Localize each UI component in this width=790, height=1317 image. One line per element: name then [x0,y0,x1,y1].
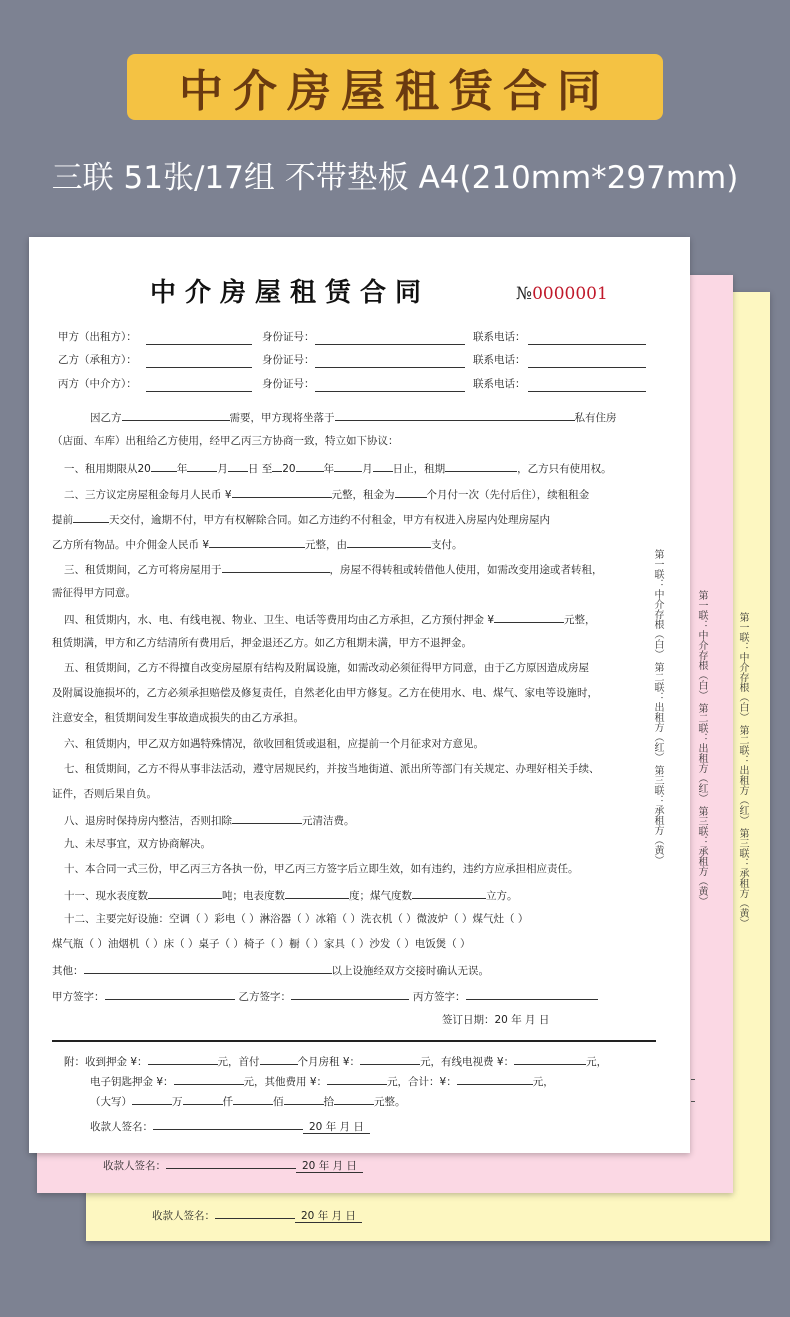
clause-7-line-2: 证件，否则后果自负。 [52,788,157,800]
r-l: 仟 [222,1096,233,1108]
c3-b: ，房屋不得转租或转借他人使用，如需改变用途或者转租， [329,564,603,576]
party-b-phone-label: 联系电话： [473,354,526,366]
r-p: 收款人签名： [90,1121,153,1133]
c2-months[interactable] [395,486,427,498]
c8-b: 元清洁费。 [302,815,355,827]
c2-rent[interactable] [232,486,332,498]
clause-1 [64,460,684,476]
c1-g: 月 [362,463,373,475]
c1-term[interactable] [445,460,517,472]
clause-12-line-2: 煤气瓶（ ）油烟机（ ）床（ ）桌子（ ）椅子（ ）橱（ ）家具（ ）沙发（ ）电饭煲（ ） [52,938,471,950]
c1-e: 20 [282,463,296,475]
party-b-id-field[interactable] [315,366,465,368]
c3-purpose[interactable] [222,561,330,573]
r-qian[interactable] [183,1093,223,1105]
c1-c: 月 [217,463,228,475]
r-m: 佰 [273,1096,284,1108]
yellow-date: 20 年 月 日 [295,1210,362,1223]
clause-5-line-3: 注意安全，租赁期间发生事故造成损失的由乙方承担。 [52,712,304,724]
intro-line-2: （店面、车库）出租给乙方使用，经甲乙丙三方协商一致，特立如下协议： [52,435,399,447]
c1-a: 一、租用期限从20 [64,463,151,475]
copy-label-white: 第一联：中介存根（白） 第二联：出租方（红） 第三联：承租方（黄） [652,549,663,866]
clause-2-line-1 [64,486,684,502]
c11-a: 十一、现水表度数 [64,890,148,902]
c2-payer[interactable] [347,536,431,548]
usage-blank[interactable] [122,409,230,421]
c1-gap [272,460,282,472]
c11-water[interactable] [148,887,222,899]
party-a-name-field[interactable] [146,343,252,345]
receipt-signature [90,1118,370,1134]
clause-2-line-2 [52,511,672,527]
pink-tick-2 [691,1101,695,1102]
r-deposit[interactable] [148,1053,218,1065]
c2-f: 乙方所有物品。中介佣金人民币 ¥ [52,539,210,551]
c2-commission[interactable] [209,536,305,548]
c2-days[interactable] [73,511,109,523]
party-a-phone-field[interactable] [528,343,646,345]
party-c-label: 丙方（中介方）： [58,378,137,390]
c1-h: 日止，租期 [392,463,446,475]
r-yuan[interactable] [334,1093,374,1105]
party-c-id-field[interactable] [315,390,465,392]
sign-c-label: 丙方签字： [413,991,466,1003]
c12-other[interactable] [84,962,332,974]
copy-label-yellow: 第一联：中介存根（白） 第二联：出租方（红） 第三联：承租方（黄） [737,612,748,929]
party-c-phone-label: 联系电话： [473,378,526,390]
address-blank[interactable] [335,409,575,421]
clause-10: 十、本合同一式三份，甲乙丙三方各执一份，甲乙丙三方签字后立即生效，如有违约，违约方应承担相应责任。 [64,863,579,875]
party-a-id-field[interactable] [315,343,465,345]
serial-value: 0000001 [532,284,608,304]
r-d: 元，有线电视费 ¥： [420,1056,515,1068]
c3-a: 三、租赁期间，乙方可将房屋用于 [64,564,222,576]
r-wan[interactable] [132,1093,172,1105]
c11-electric[interactable] [285,887,349,899]
clause-9: 九、未尽事宜，双方协商解决。 [64,838,211,850]
clause-5-line-1: 五、租赁期间，乙方不得擅自改变房屋原有结构及附属设施，如需改动必须征得甲方同意，由于乙方原因造成房屋 [64,662,589,674]
yellow-signature-blank [215,1207,295,1219]
clause-6: 六、租赁期内，甲乙双方如遇特殊情况，欲收回租赁或退租，应提前一个月征求对方意见。 [64,738,484,750]
r-o: 元整。 [374,1096,406,1108]
pink-tick-1 [691,1079,695,1080]
party-b-name-field[interactable] [146,366,252,368]
c1-year2[interactable] [296,460,324,472]
party-a-phone-label: 联系电话： [473,331,526,343]
clause-12-line-1: 十二、主要完好设施：空调（ ）彩电（ ）淋浴器（ ）冰箱（ ）洗衣机（ ）微波炉（ ）煤气灶（ ） [64,913,529,925]
c2-c: 个月付一次（先付后住），续租租金 [426,489,590,501]
party-c-name-field[interactable] [146,390,252,392]
serial-number [516,284,608,304]
r-j: （大写） [90,1096,132,1108]
clause-2-line-3 [52,536,672,552]
receipt-line-3 [90,1093,406,1109]
c2-a: 二、三方议定房屋租金每月人民币 ¥ [64,489,232,501]
c1-day1[interactable] [228,460,248,472]
pink-signature-blank [166,1157,296,1169]
c2-g: 元整，由 [305,539,348,551]
sign-a-label: 甲方签字： [52,991,105,1003]
serial-prefix: № [516,284,533,304]
clause-3-line-1 [64,561,684,577]
r-shi[interactable] [284,1093,324,1105]
c4-deposit[interactable] [494,611,564,623]
r-total[interactable] [457,1073,533,1085]
party-c-phone-field[interactable] [528,390,646,392]
intro-text-a: 因乙方 [90,412,122,424]
c1-b: 年 [176,463,188,475]
receipt-line-2 [90,1073,554,1089]
intro-text-c: 私有住房 [574,412,617,424]
c8-a: 八、退房时保持房内整洁，否则扣除 [64,815,232,827]
contract-title: 中介房屋租赁合同 [150,278,431,308]
signatures-row [52,988,672,1004]
c1-f: 年 [323,463,335,475]
c1-i: ，乙方只有使用权。 [517,463,612,475]
c4-a: 四、租赁期内，水、电、有线电视、物业、卫生、电话等费用均由乙方承担，乙方预付押金 ¥ [64,614,495,626]
c11-c: 度；煤气度数 [349,890,412,902]
receipt-line-1 [64,1053,607,1069]
clause-4-line-2: 租赁期满，甲方和乙方结清所有费用后，押金退还乙方。如乙方租期未满，甲方不退押金。 [52,637,472,649]
clause-5-line-2: 及附属设施损坏的，乙方必须承担赔偿及修复责任，自然老化由甲方修复。乙方在使用水、电、煤气、家电等设施时， [52,687,598,699]
clause-12-line-3 [52,962,672,978]
c8-fee[interactable] [232,812,302,824]
r-i: 元， [532,1076,554,1088]
signing-date: 签订日期：20 年 月 日 [442,1014,550,1026]
product-title-banner [127,54,663,120]
product-title: 中介房屋租赁合同 [179,66,611,117]
divider-rule [52,1040,656,1042]
c1-month2[interactable] [334,460,362,472]
r-rent[interactable] [360,1053,420,1065]
c1-year1[interactable] [151,460,177,472]
r-e: 元， [586,1056,608,1068]
r-months[interactable] [260,1053,298,1065]
pink-signature-line [103,1157,363,1173]
party-c-id-label: 身份证号： [262,378,315,390]
r-q: 20 年 月 日 [303,1121,370,1134]
r-n: 拾 [323,1096,334,1108]
r-signature-field[interactable] [153,1118,303,1130]
clause-3-line-2: 需征得甲方同意。 [52,587,136,599]
r-h: 元，合计：¥： [387,1076,457,1088]
sign-c-field[interactable] [466,988,598,1000]
pink-date: 20 年 月 日 [296,1160,363,1173]
party-b-phone-field[interactable] [528,366,646,368]
c11-gas[interactable] [412,887,486,899]
yellow-signature-label: 收款人签名： [152,1210,215,1222]
sign-b-field[interactable] [291,988,409,1000]
r-bai[interactable] [233,1093,273,1105]
r-f: 电子钥匙押金 ¥： [90,1076,174,1088]
yellow-signature-line [152,1207,362,1223]
r-b: 元，首付 [217,1056,260,1068]
r-other[interactable] [327,1073,387,1085]
clause-4-line-1 [64,611,684,627]
party-b-label: 乙方（承租方）： [58,354,137,366]
c11-b: 吨；电表度数 [222,890,285,902]
intro-line-1 [90,409,710,425]
r-k: 万 [172,1096,183,1108]
r-g: 元，其他费用 ¥： [243,1076,328,1088]
c1-day2[interactable] [373,460,393,472]
c11-d: 立方。 [486,890,518,902]
c2-e: 天交付，逾期不付，甲方有权解除合同。如乙方违约不付租金，甲方有权进入房屋内处理房屋内 [109,514,550,526]
copy-label-pink: 第一联：中介存根（白） 第二联：出租方（红） 第三联：承租方（黄） [696,590,707,907]
clause-11 [64,887,684,903]
pink-signature-label: 收款人签名： [103,1160,166,1172]
sign-a-field[interactable] [105,988,235,1000]
sign-b-label: 乙方签字： [238,991,291,1003]
c2-b: 元整，租金为 [331,489,395,501]
r-cable[interactable] [514,1053,586,1065]
c12-d: 以上设施经双方交接时确认无误。 [331,965,489,977]
r-c: 个月房租 ¥： [297,1056,361,1068]
r-key[interactable] [174,1073,244,1085]
c1-d: 日 至 [247,463,273,475]
clause-7-line-1: 七、租赁期间，乙方不得从事非法活动，遵守居规民约，并按当地街道、派出所等部门有关规定、办理好相关手续、 [64,763,600,775]
clause-8 [64,812,684,828]
r-a: 附：收到押金 ¥： [64,1056,148,1068]
c4-b: 元整， [564,614,596,626]
party-a-id-label: 身份证号： [262,331,315,343]
c12-c: 其他： [52,965,84,977]
c2-d: 提前 [52,514,73,526]
intro-text-b: 需要，甲方现将坐落于 [229,412,335,424]
party-b-id-label: 身份证号： [262,354,315,366]
c2-h: 支付。 [431,539,463,551]
party-a-label: 甲方（出租方）： [58,331,137,343]
c1-month1[interactable] [187,460,217,472]
product-spec: 三联 51张/17组 不带垫板 A4(210mm*297mm) [51,160,739,196]
